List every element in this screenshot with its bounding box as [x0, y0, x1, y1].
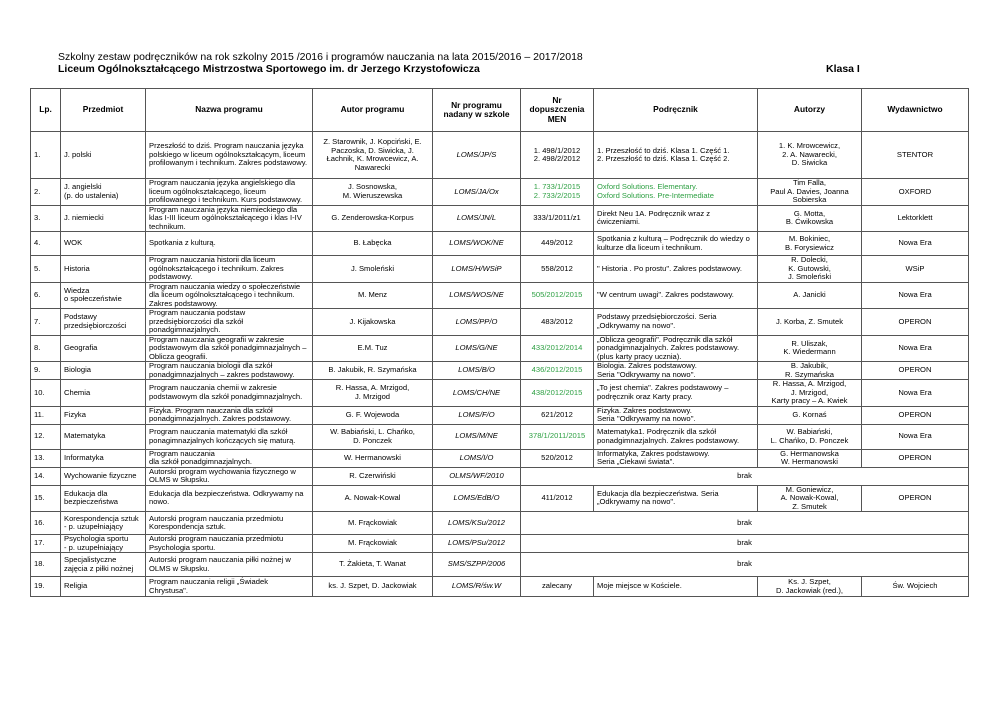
table-row	[31, 132, 969, 179]
cell-przedmiot: Psychologia sportu - p. uzupełniający	[61, 535, 146, 553]
cell-autor-programu: B. Łabęcka	[313, 232, 433, 256]
cell-nr-men: 438/2012/2015	[521, 380, 594, 407]
cell-podrecznik: Moje miejsce w Kościele.	[594, 577, 758, 597]
cell-lp: 8.	[31, 335, 61, 362]
cell-nr-szkoly: LOMS/WOK/NE	[433, 232, 521, 256]
cell-nr-men: 436/2012/2015	[521, 362, 594, 380]
cell-nr-szkoly: LOMS/M/NE	[433, 424, 521, 449]
cell-brak: brak	[521, 512, 969, 535]
cell-nr-szkoly: SMS/SZPP/2006	[433, 553, 521, 577]
cell-lp: 5.	[31, 256, 61, 283]
cell-autor-programu: Z. Starownik, J. Kopciński, E. Paczoska, D. Siwicka, J. Łachnik, K. Mrowcewicz, A. Nawarecki	[313, 132, 433, 179]
cell-nr-szkoly: LOMS/WOS/NE	[433, 282, 521, 309]
cell-podrecznik: 1. Przeszłość to dziś. Klasa 1. Część 1. 2. Przeszłość to dziś. Klasa 1. Część 2.	[594, 132, 758, 179]
cell-wydawnictwo: Św. Wojciech	[862, 577, 969, 597]
cell-autorzy: J. Korba, Z. Smutek	[758, 309, 862, 336]
cell-nr-szkoly: LOMS/H/WSiP	[433, 256, 521, 283]
col-header-nr-men: Nr dopuszczenia MEN	[521, 89, 594, 132]
cell-autor-programu: B. Jakubik, R. Szymańska	[313, 362, 433, 380]
table-row	[31, 485, 969, 512]
cell-nr-szkoly: LOMS/CH/NE	[433, 380, 521, 407]
school-name: Liceum Ogólnokształcącego Mistrzostwa Sportowego im. dr Jerzego Krzystofowicza	[58, 63, 480, 75]
table-row	[31, 406, 969, 424]
cell-lp: 12.	[31, 424, 61, 449]
cell-nazwa-programu: Autorski program wychowania fizycznego w OLMS w Słupsku.	[146, 467, 313, 485]
cell-lp: 15.	[31, 485, 61, 512]
col-header-nr-szkoly: Nr programu nadany w szkole	[433, 89, 521, 132]
cell-podrecznik: „To jest chemia". Zakres podstawowy – podręcznik oraz Karty pracy.	[594, 380, 758, 407]
cell-podrecznik: " Historia . Po prostu". Zakres podstawowy.	[594, 256, 758, 283]
cell-nazwa-programu: Fizyka. Program nauczania dla szkół ponadgimnazjalnych. Zakres podstawowy.	[146, 406, 313, 424]
col-header-przedmiot: Przedmiot	[61, 89, 146, 132]
cell-wydawnictwo: OPERON	[862, 309, 969, 336]
cell-przedmiot: WOK	[61, 232, 146, 256]
table-row	[31, 512, 969, 535]
cell-nr-men: 433/2012/2014	[521, 335, 594, 362]
cell-nr-szkoly: LOMS/R/św.W	[433, 577, 521, 597]
cell-wydawnictwo: Nowa Era	[862, 380, 969, 407]
cell-nazwa-programu: Autorski program nauczania przedmiotu Korespondencja sztuk.	[146, 512, 313, 535]
cell-autorzy: Ks. J. Szpet, D. Jackowiak (red.),	[758, 577, 862, 597]
cell-autor-programu: R. Hassa, A. Mrzigod, J. Mrzigod	[313, 380, 433, 407]
cell-nr-szkoly: LOMS/JA/Ox	[433, 179, 521, 206]
cell-podrecznik: Edukacja dla bezpieczeństwa. Seria „Odkrywamy na nowo".	[594, 485, 758, 512]
cell-nr-szkoly: LOMS/F/O	[433, 406, 521, 424]
cell-nazwa-programu: Program nauczania religii „Świadek Chrystusa".	[146, 577, 313, 597]
cell-przedmiot: Chemia	[61, 380, 146, 407]
cell-autorzy: G. Kornaś	[758, 406, 862, 424]
cell-autor-programu: J. Kijakowska	[313, 309, 433, 336]
cell-nazwa-programu: Program nauczania dla szkół ponadgimnazjalnych.	[146, 449, 313, 467]
cell-nr-szkoly: LOMS/I/O	[433, 449, 521, 467]
col-header-autor-programu: Autor programu	[313, 89, 433, 132]
cell-nr-men: 378/1/2011/2015	[521, 424, 594, 449]
cell-podrecznik: Fizyka. Zakres podstawowy. Seria ''Odkrywamy na nowo''.	[594, 406, 758, 424]
cell-lp: 6.	[31, 282, 61, 309]
cell-autor-programu: W. Hermanowski	[313, 449, 433, 467]
cell-podrecznik: Biologia. Zakres podstawowy. Seria ''Odkrywamy na nowo''.	[594, 362, 758, 380]
cell-brak: brak	[521, 467, 969, 485]
table-row	[31, 535, 969, 553]
cell-nr-men: 520/2012	[521, 449, 594, 467]
cell-lp: 4.	[31, 232, 61, 256]
cell-autorzy: Tim Falla, Paul A. Davies, Joanna Sobierska	[758, 179, 862, 206]
cell-nazwa-programu: Autorski program nauczania piłki nożnej w OLMS w Słupsku.	[146, 553, 313, 577]
cell-nr-men: zalecany	[521, 577, 594, 597]
cell-wydawnictwo: Lektorklett	[862, 205, 969, 232]
cell-nr-szkoly: LOMS/EdB/O	[433, 485, 521, 512]
cell-wydawnictwo: OPERON	[862, 362, 969, 380]
cell-lp: 19.	[31, 577, 61, 597]
table-row	[31, 577, 969, 597]
table-row	[31, 424, 969, 449]
cell-przedmiot: Biologia	[61, 362, 146, 380]
cell-przedmiot: J. polski	[61, 132, 146, 179]
table-row	[31, 449, 969, 467]
cell-przedmiot: Wychowanie fizyczne	[61, 467, 146, 485]
table-row	[31, 553, 969, 577]
cell-nazwa-programu: Spotkania z kulturą.	[146, 232, 313, 256]
cell-nr-szkoly: LOMS/JP/S	[433, 132, 521, 179]
cell-nr-szkoly: LOMS/PP/O	[433, 309, 521, 336]
cell-nr-men: 449/2012	[521, 232, 594, 256]
cell-autor-programu: M. Frąckowiak	[313, 512, 433, 535]
cell-nazwa-programu: Autorski program nauczania przedmiotu Psychologia sportu.	[146, 535, 313, 553]
cell-autor-programu: J. Smoleński	[313, 256, 433, 283]
cell-nazwa-programu: Program nauczania podstaw przedsiębiorczości dla szkół ponadgimnazjalnych.	[146, 309, 313, 336]
cell-lp: 7.	[31, 309, 61, 336]
cell-autor-programu: ks. J. Szpet, D. Jackowiak	[313, 577, 433, 597]
cell-podrecznik: „Oblicza geografii". Podręcznik dla szkół ponadgimnazjalnych. Zakres podstawowy. (plus karty pracy ucznia).	[594, 335, 758, 362]
cell-nazwa-programu: Program nauczania wiedzy o społeczeństwie dla liceum ogólnokształcącego i technikum. Zakres podstawowy.	[146, 282, 313, 309]
cell-wydawnictwo: OPERON	[862, 406, 969, 424]
cell-przedmiot: J. niemiecki	[61, 205, 146, 232]
cell-podrecznik: Matematyka1. Podręcznik dla szkół ponadgimnazjalnych. Zakres podstawowy.	[594, 424, 758, 449]
table-row	[31, 282, 969, 309]
cell-nazwa-programu: Program nauczania biologii dla szkół ponadgimnazjalnych – zakres podstawowy.	[146, 362, 313, 380]
cell-lp: 18.	[31, 553, 61, 577]
cell-lp: 1.	[31, 132, 61, 179]
cell-nazwa-programu: Program nauczania matematyki dla szkół ponagimnazjalnych kończących się maturą.	[146, 424, 313, 449]
cell-autor-programu: A. Nowak-Kowal	[313, 485, 433, 512]
cell-wydawnictwo: STENTOR	[862, 132, 969, 179]
table-row	[31, 362, 969, 380]
cell-autorzy: R. Hassa, A. Mrzigod, J. Mrzigod, Karty pracy – A. Kwiek	[758, 380, 862, 407]
cell-nr-men: 558/2012	[521, 256, 594, 283]
cell-nr-men: 411/2012	[521, 485, 594, 512]
cell-podrecznik: "W centrum uwagi". Zakres podstawowy.	[594, 282, 758, 309]
cell-autorzy: B. Jakubik, R. Szymańska	[758, 362, 862, 380]
cell-autor-programu: M. Frąckowiak	[313, 535, 433, 553]
cell-brak: brak	[521, 535, 969, 553]
cell-autorzy: G. Motta, B. Ćwikowska	[758, 205, 862, 232]
cell-przedmiot: Wiedza o społeczeństwie	[61, 282, 146, 309]
cell-autor-programu: T. Żakieta, T. Wanat	[313, 553, 433, 577]
textbook-table	[30, 88, 969, 597]
cell-nr-szkoly: LOMS/G/NE	[433, 335, 521, 362]
cell-lp: 11.	[31, 406, 61, 424]
cell-przedmiot: J. angielski (p. do ustalenia)	[61, 179, 146, 206]
col-header-autorzy: Autorzy	[758, 89, 862, 132]
cell-lp: 16.	[31, 512, 61, 535]
cell-lp: 17.	[31, 535, 61, 553]
col-header-nazwa-programu: Nazwa programu	[146, 89, 313, 132]
cell-lp: 9.	[31, 362, 61, 380]
cell-podrecznik: Spotkania z kulturą – Podręcznik do wiedzy o kulturze dla liceum i technikum.	[594, 232, 758, 256]
cell-przedmiot: Historia	[61, 256, 146, 283]
table-row	[31, 335, 969, 362]
table-row	[31, 467, 969, 485]
cell-autorzy: 1. K. Mrowcewicz, 2. A. Nawarecki, D. Siwicka	[758, 132, 862, 179]
cell-przedmiot: Geografia	[61, 335, 146, 362]
cell-nr-szkoly: LOMS/PSu/2012	[433, 535, 521, 553]
cell-przedmiot: Korespondencja sztuk - p. uzupełniający	[61, 512, 146, 535]
cell-nr-men: 333/1/2011/z1	[521, 205, 594, 232]
cell-wydawnictwo: Nowa Era	[862, 232, 969, 256]
cell-przedmiot: Fizyka	[61, 406, 146, 424]
class-label: Klasa I	[826, 63, 860, 75]
cell-brak: brak	[521, 553, 969, 577]
cell-nr-szkoly: LOMS/JN/L	[433, 205, 521, 232]
cell-wydawnictwo: Nowa Era	[862, 424, 969, 449]
cell-autorzy: M. Goniewicz, A. Nowak-Kowal, Z. Smutek	[758, 485, 862, 512]
cell-wydawnictwo: WSiP	[862, 256, 969, 283]
cell-przedmiot: Edukacja dla bezpieczeństwa	[61, 485, 146, 512]
cell-lp: 14.	[31, 467, 61, 485]
cell-lp: 13.	[31, 449, 61, 467]
cell-nazwa-programu: Program nauczania chemii w zakresie podstawowym dla szkół ponadgimnazjalnych.	[146, 380, 313, 407]
col-header-podrecznik: Podręcznik	[594, 89, 758, 132]
cell-autor-programu: J. Sosnowska, M. Wieruszewska	[313, 179, 433, 206]
document-title: Szkolny zestaw podręczników na rok szkolny 2015 /2016 i programów nauczania na lata 2015/2016 – 2017/2018	[58, 51, 583, 63]
table-row	[31, 179, 969, 206]
cell-podrecznik: Direkt Neu 1A. Podręcznik wraz z ćwiczeniami.	[594, 205, 758, 232]
cell-nr-szkoly: OLMS/WF/2010	[433, 467, 521, 485]
table-header-row	[31, 89, 969, 132]
cell-wydawnictwo: OPERON	[862, 485, 969, 512]
cell-autor-programu: W. Babiański, L. Chańko, D. Ponczek	[313, 424, 433, 449]
cell-podrecznik: Podstawy przedsiębiorczości. Seria „Odkrywamy na nowo".	[594, 309, 758, 336]
cell-przedmiot: Specjalistyczne zajęcia z piłki nożnej	[61, 553, 146, 577]
cell-nr-men: 1. 498/1/2012 2. 498/2/2012	[521, 132, 594, 179]
cell-lp: 10.	[31, 380, 61, 407]
cell-podrecznik: Oxford Solutions. Elementary. Oxford Solutions. Pre-Intermediate	[594, 179, 758, 206]
table-row	[31, 205, 969, 232]
table-row	[31, 232, 969, 256]
cell-autorzy: W. Babiański, L. Chańko, D. Ponczek	[758, 424, 862, 449]
cell-autorzy: M. Bokiniec, B. Forysiewicz	[758, 232, 862, 256]
cell-przedmiot: Podstawy przedsiębiorczości	[61, 309, 146, 336]
cell-nazwa-programu: Program nauczania historii dla liceum ogólnokształcącego i technikum. Zakres podstawowy.	[146, 256, 313, 283]
cell-nazwa-programu: Program nauczania geografii w zakresie podstawowym dla szkół ponadgimnazjalnych – Oblicza geografii.	[146, 335, 313, 362]
cell-nazwa-programu: Program nauczania języka angielskiego dla liceum ogólnokształcącego, liceum profilowanego i technikum. Kurs podstawowy.	[146, 179, 313, 206]
cell-przedmiot: Matematyka	[61, 424, 146, 449]
table-row	[31, 309, 969, 336]
cell-autor-programu: G. Zenderowska-Korpus	[313, 205, 433, 232]
cell-autor-programu: E.M. Tuz	[313, 335, 433, 362]
table-row	[31, 380, 969, 407]
table-row	[31, 256, 969, 283]
cell-podrecznik: Informatyka, Zakres podstawowy. Seria „Ciekawi świata".	[594, 449, 758, 467]
cell-autor-programu: M. Menz	[313, 282, 433, 309]
cell-autor-programu: G. F. Wojewoda	[313, 406, 433, 424]
cell-nr-men: 1. 733/1/2015 2. 733/2/2015	[521, 179, 594, 206]
cell-przedmiot: Informatyka	[61, 449, 146, 467]
cell-lp: 3.	[31, 205, 61, 232]
cell-nr-men: 621/2012	[521, 406, 594, 424]
col-header-wydawnictwo: Wydawnictwo	[862, 89, 969, 132]
cell-autorzy: G. Hermanowska W. Hermanowski	[758, 449, 862, 467]
cell-nr-szkoly: LOMS/KSu/2012	[433, 512, 521, 535]
cell-nazwa-programu: Przeszłość to dziś. Program nauczania języka polskiego w liceum ogólnokształcącym, liceum profilowanym i technikum. Zakres podstawowy.	[146, 132, 313, 179]
cell-nazwa-programu: Program nauczania języka niemieckiego dla klas I-III liceum ogólnokształcącego i klas I-IV technikum.	[146, 205, 313, 232]
cell-wydawnictwo: Nowa Era	[862, 282, 969, 309]
cell-autorzy: R. Dolecki, K. Gutowski, J. Smoleński	[758, 256, 862, 283]
cell-autorzy: R. Uliszak, K. Wiedermann	[758, 335, 862, 362]
cell-przedmiot: Religia	[61, 577, 146, 597]
cell-nr-szkoly: LOMS/B/O	[433, 362, 521, 380]
cell-nazwa-programu: Edukacja dla bezpieczeństwa. Odkrywamy na nowo.	[146, 485, 313, 512]
cell-wydawnictwo: OXFORD	[862, 179, 969, 206]
cell-nr-men: 483/2012	[521, 309, 594, 336]
cell-autor-programu: R. Czerwiński	[313, 467, 433, 485]
cell-lp: 2.	[31, 179, 61, 206]
cell-wydawnictwo: Nowa Era	[862, 335, 969, 362]
cell-wydawnictwo: OPERON	[862, 449, 969, 467]
col-header-lp: Lp.	[31, 89, 61, 132]
cell-autorzy: A. Janicki	[758, 282, 862, 309]
cell-nr-men: 505/2012/2015	[521, 282, 594, 309]
